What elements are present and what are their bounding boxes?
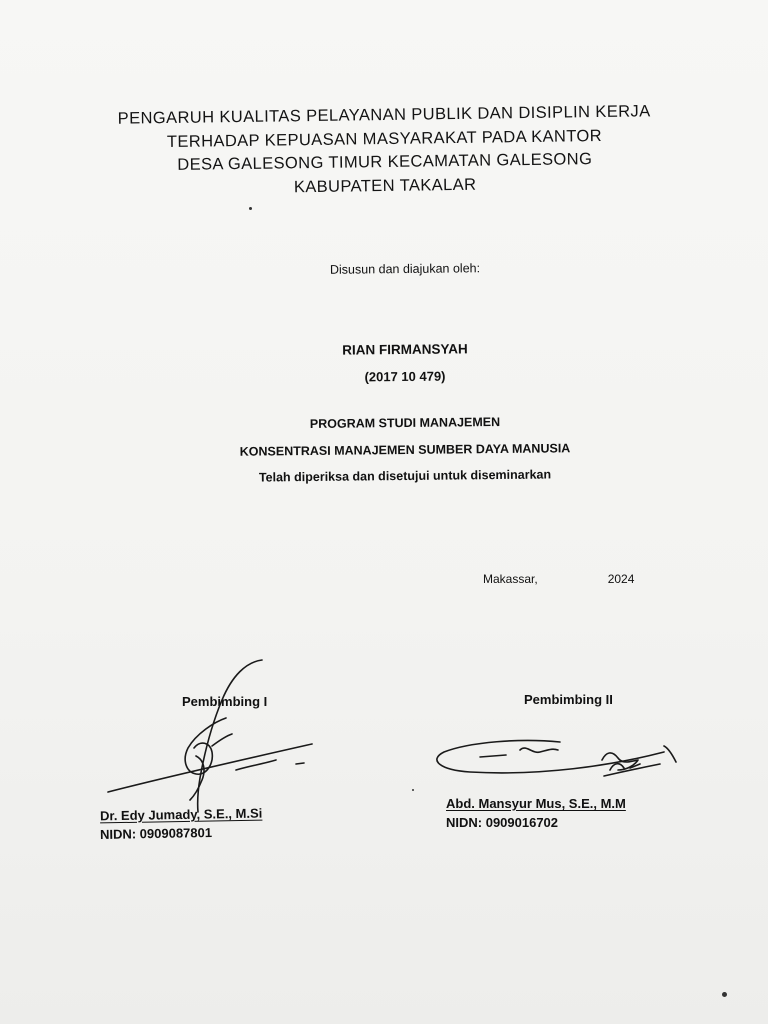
- submitted-by-label: Disusun dan diajukan oleh:: [329, 261, 481, 277]
- title-line-2: TERHADAP KEPUASAN MASYARAKAT PADA KANTOR: [166, 126, 603, 151]
- advisor-1-nidn: NIDN: 0909087801: [99, 825, 213, 842]
- scan-speck: [722, 992, 727, 997]
- study-program: PROGRAM STUDI MANAJEMEN: [309, 415, 501, 431]
- title-line-4: KABUPATEN TAKALAR: [293, 175, 477, 196]
- advisor-1-signature: [108, 660, 312, 812]
- title-line-3: DESA GALESONG TIMUR KECAMATAN GALESONG: [177, 150, 593, 174]
- advisor-2-title: Pembimbing II: [524, 692, 613, 707]
- advisor-2-signature: [437, 740, 676, 776]
- advisor-1-title: Pembimbing I: [182, 694, 268, 709]
- place: Makassar,: [483, 572, 538, 586]
- scan-speck: [249, 207, 252, 210]
- document-title: [0, 99, 768, 204]
- title-line-1: PENGARUH KUALITAS PELAYANAN PUBLIK DAN DISIPLIN KERJA: [117, 102, 651, 128]
- advisor-1-name: Dr. Edy Jumady, S.E., M.Si: [99, 805, 263, 824]
- place-date: [483, 572, 634, 586]
- year: 2024: [607, 572, 635, 586]
- concentration: KONSENTRASI MANAJEMEN SUMBER DAYA MANUSIA: [239, 441, 571, 459]
- student-id: (2017 10 479): [364, 368, 446, 385]
- approval-statement: Telah diperiksa dan disetujui untuk diseminarkan: [258, 467, 552, 485]
- scan-speck: [412, 789, 414, 791]
- advisor-2-nidn: NIDN: 0909016702: [446, 815, 559, 830]
- advisor-2-name: Abd. Mansyur Mus, S.E., M.M: [446, 796, 626, 811]
- author-name: RIAN FIRMANSYAH: [342, 341, 468, 358]
